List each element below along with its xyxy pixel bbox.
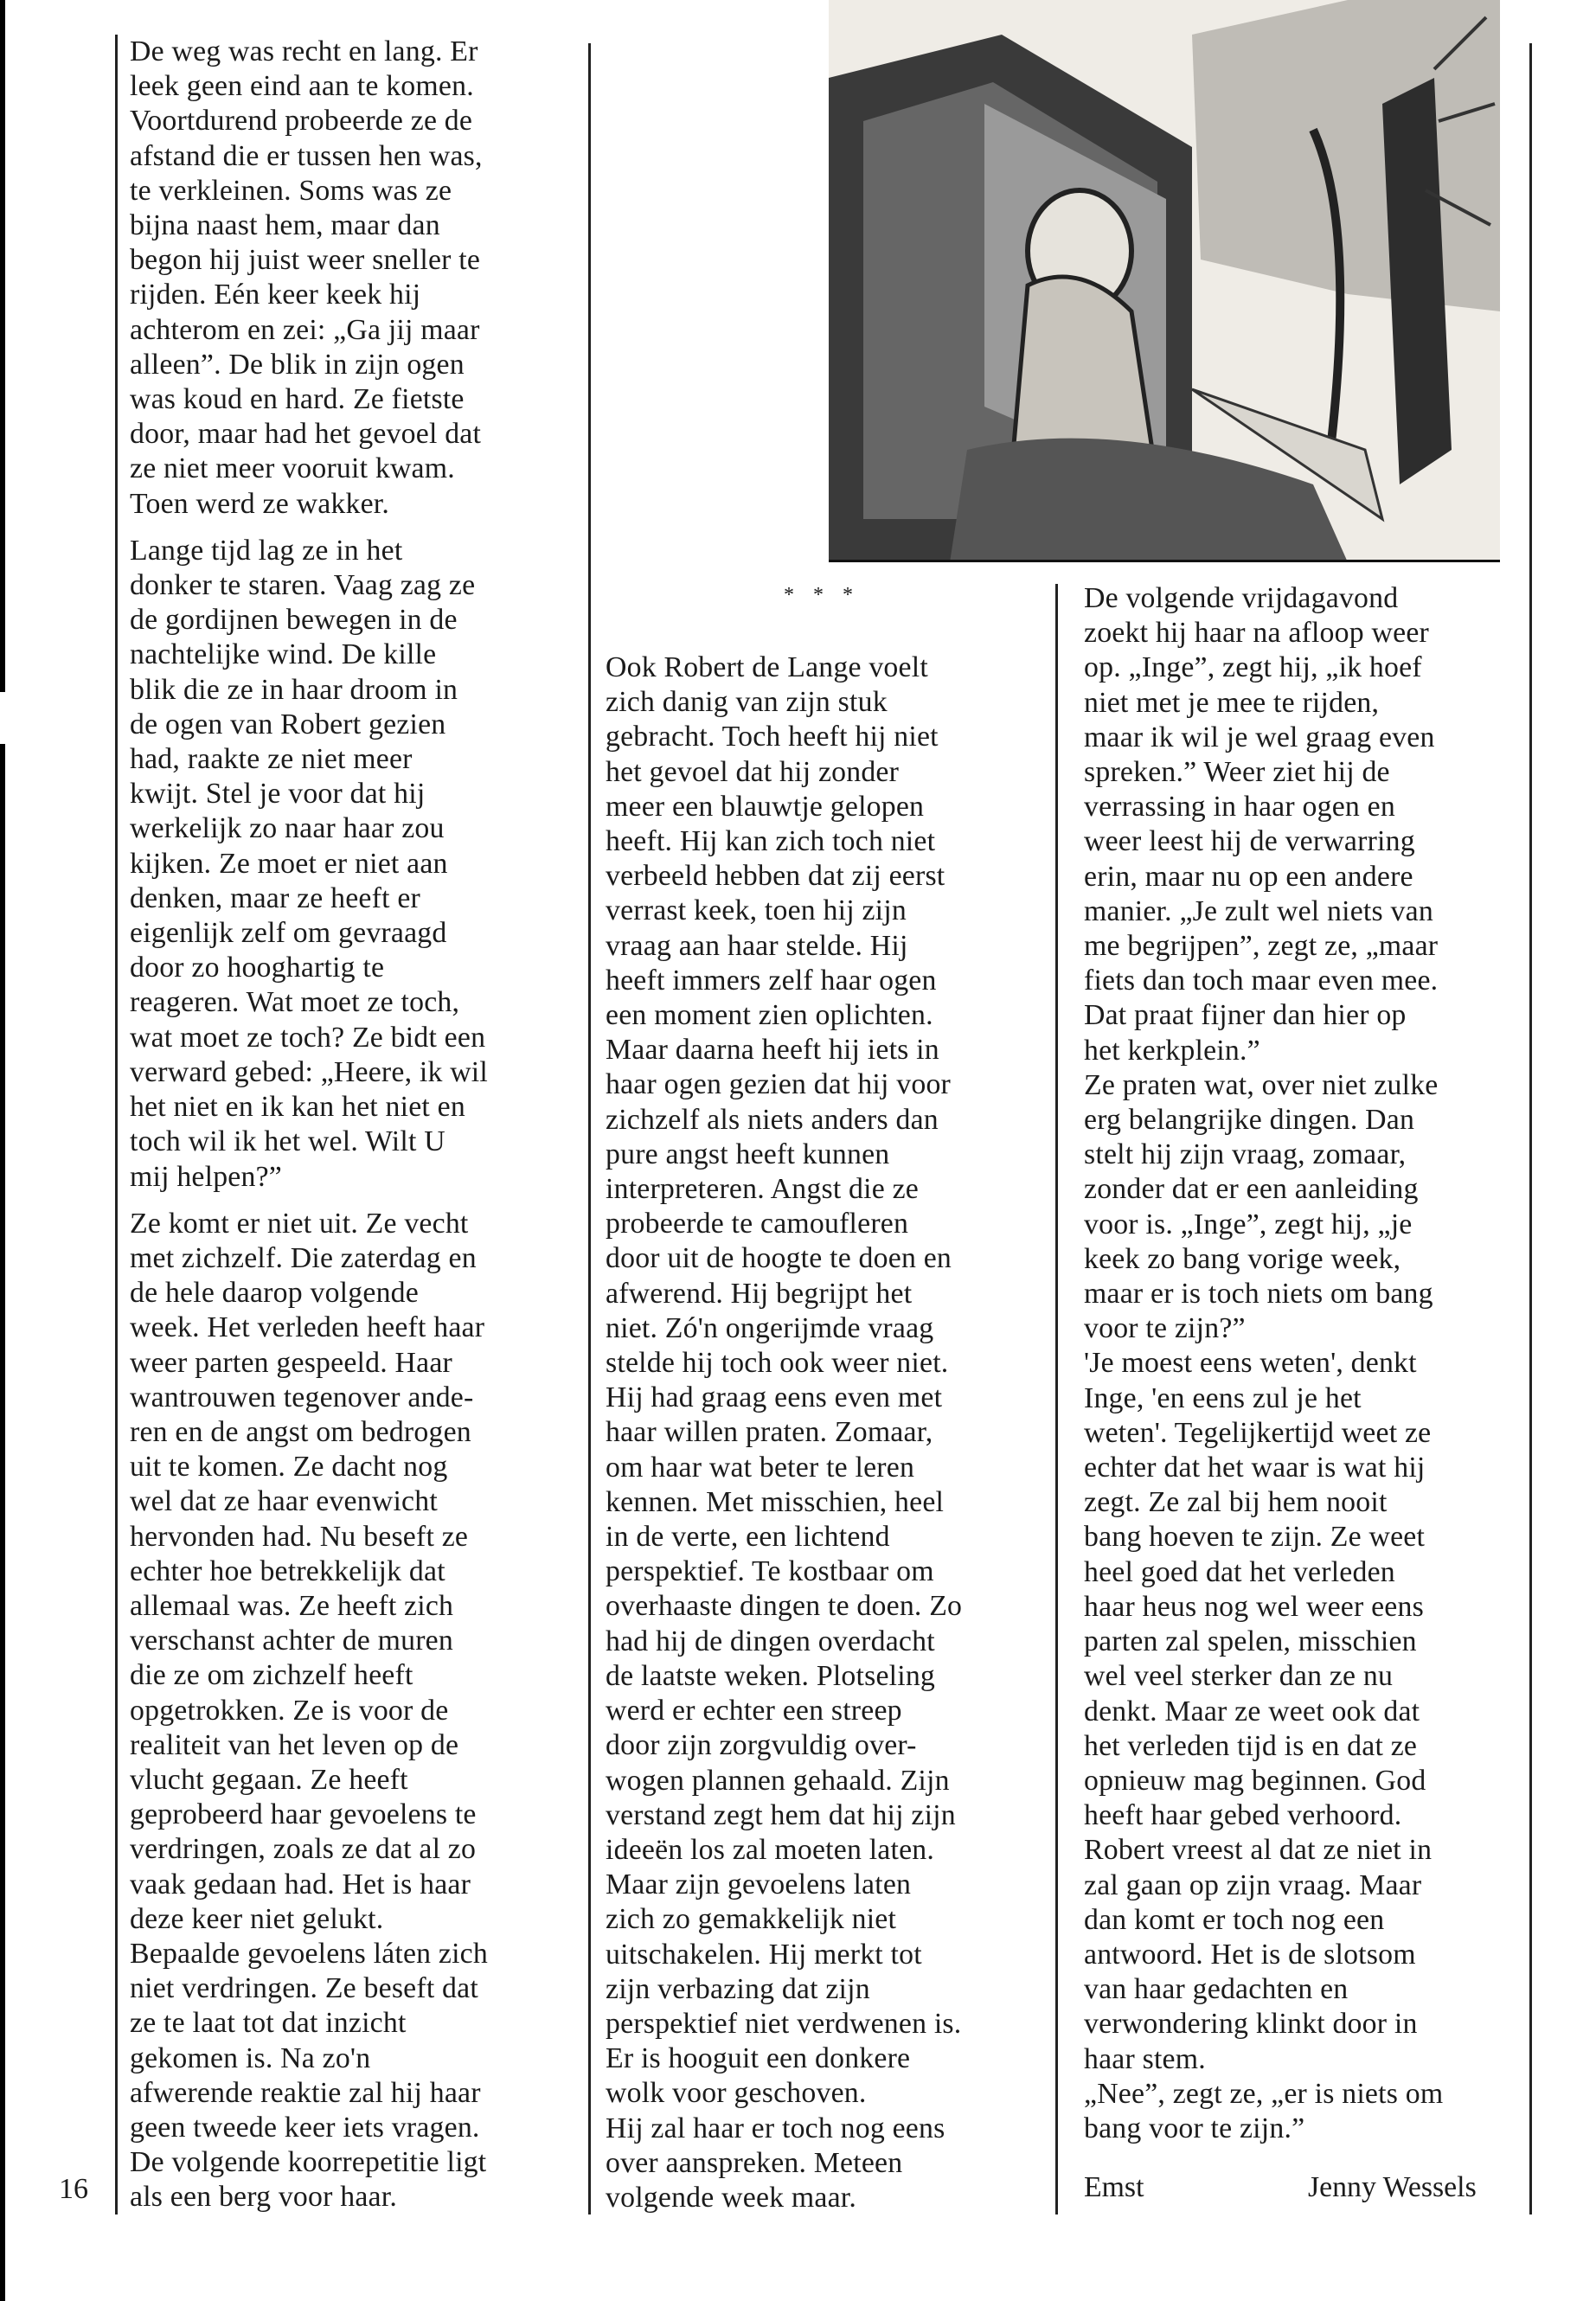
paragraph: De weg was recht en lang. Er leek geen eind aan te komen. Voortdurend probeerde ze de afstand die er tussen hen was, te verkleinen. Soms was ze bijna naast hem, maar dan begon hij juist weer sneller te rijden. Eén keer keek hij achterom en zei: „Ga jij maar alleen”. De blik in zijn ogen was koud en hard. Ze fietste door, maar had het gevoel dat ze niet meer vooruit kwam. Toen werd ze wakker. <box>130 35 483 520</box>
column-rule <box>1055 584 1058 2214</box>
binding-edge <box>0 0 5 692</box>
binding-edge <box>0 744 5 2301</box>
column-right <box>1084 581 1525 2146</box>
section-separator: * * * <box>784 584 860 606</box>
paragraph: Ze komt er niet uit. Ze vecht met zichzelf. Die zaterdag en de hele daarop volgende week. Het verleden heeft haar weer parten gespeeld. Haar wantrouwen tegenover ande- ren en de angst om bedrogen uit te komen. Ze dacht nog wel dat ze haar evenwicht hervonden had. Nu beseft ze echter hoe betrekkelijk dat allemaal was. Ze heeft zich verschanst achter de muren die ze om zichzelf heeft opgetrokken. Ze is voor de realiteit van het leven op de vlucht gegaan. Ze heeft geprobeerd haar gevoelens te verdringen, zoals ze dat al zo vaak gedaan had. Het is haar deze keer niet gelukt. Bepaalde gevoelens láten zich niet verdringen. Ze beseft dat ze te laat tot dat inzicht gekomen is. Na zo'n afwerende reaktie zal hij haar geen tweede keer iets vragen. De volgende koorrepetitie ligt als een berg voor haar. <box>130 1207 488 2214</box>
signature-author: Jenny Wessels <box>1308 2171 1477 2203</box>
column-rule <box>115 35 118 2214</box>
signature-place: Emst <box>1084 2171 1144 2203</box>
column-rule <box>1529 43 1532 2214</box>
story-illustration <box>829 0 1500 562</box>
paragraph: Lange tijd lag ze in het donker te staren. Vaag zag ze de gordijnen bewegen in de nachtelijke wind. De kille blik die ze in haar droom in de ogen van Robert gezien had, raakte ze niet meer kwijt. Stel je voor dat hij werkelijk zo naar haar zou kijken. Ze moet er niet aan denken, maar ze heeft er eigenlijk zelf om gevraagd door zo hooghartig te reageren. Wat moet ze toch, wat moet ze toch? Ze bidt een verward gebed: „Heere, ik wil het niet en ik kan het niet en toch wil ik het wel. Wilt U mij helpen?” <box>130 534 488 1193</box>
paragraph: De volgende vrijdagavond zoekt hij haar na afloop weer op. „Inge”, zegt hij, „ik hoef niet met je mee te rijden, maar ik wil je wel graag even spreken.” Weer ziet hij de verrassing in haar ogen en weer leest hij de verwarring erin, maar nu op een andere manier. „Je zult wel niets van me begrijpen”, zegt ze, „maar fiets dan toch maar even mee. Dat praat fijner dan hier op het kerkplein.” <box>1084 582 1439 1067</box>
paragraph: „Nee”, zegt ze, „er is niets om bang voor te zijn.” <box>1084 2077 1444 2144</box>
paragraph: Ze praten wat, over niet zulke erg belangrijke dingen. Dan stelt hij zijn vraag, zomaar, zonder dat er een aanleiding voor is. „Inge”, zegt hij, „je keek zo bang vorige week, maar er is toch niets om bang voor te zijn?” <box>1084 1068 1439 1345</box>
column-left <box>130 35 580 2215</box>
paragraph: Ook Robert de Lange voelt zich danig van zijn stuk gebracht. Toch heeft hij niet het gevoel dat hij zonder meer een blauwtje gelopen heeft. Hij kan zich toch niet verbeeld hebben dat zij eerst verrast keek, toen hij zijn vraag aan haar stelde. Hij heeft immers zelf haar ogen een moment zien oplichten. Maar daarna heeft hij iets in haar ogen gezien dat hij voor zichzelf als niets anders dan pure angst heeft kunnen interpreteren. Angst die ze probeerde te camoufleren door uit de hoogte te doen en afwerend. Hij begrijpt het niet. Zó'n ongerijmde vraag stelde hij toch ook weer niet. Hij had graag eens even met haar willen praten. Zomaar, om haar wat beter te leren kennen. Met misschien, heel in de verte, een lichtend perspektief. Te kostbaar om overhaaste dingen te doen. Zo had hij de dingen overdacht de laatste weken. Plotseling werd er echter een streep door zijn zorgvuldig over- wogen plannen gehaald. Zijn verstand zegt hem dat hij zijn ideeën los zal moeten laten. Maar zijn gevoelens laten zich zo gemakkelijk niet uitschakelen. Hij merkt tot zijn verbazing dat zijn perspektief niet verdwenen is. Er is hooguit een donkere wolk voor geschoven. Hij zal haar er toch nog eens over aanspreken. Meteen volgende week maar. <box>606 651 963 2214</box>
page-number: 16 <box>59 2173 88 2205</box>
column-middle <box>606 651 1047 2215</box>
paragraph: 'Je moest eens weten', denkt Inge, 'en eens zul je het weten'. Tegelijkertijd weet ze echter dat het waar is wat hij zegt. Ze zal bij hem nooit bang hoeven te zijn. Ze weet heel goed dat het verleden haar heus nog wel weer eens parten zal spelen, misschien wel veel sterker dan ze nu denkt. Maar ze weet ook dat het verleden tijd is en dat ze opnieuw mag beginnen. God heeft haar gebed verhoord. Robert vreest al dat ze niet in zal gaan op zijn vraag. Maar dan komt er toch nog een antwoord. Het is de slotsom van haar gedachten en verwondering klinkt door in haar stem. <box>1084 1347 1433 2075</box>
column-rule <box>588 43 591 2214</box>
